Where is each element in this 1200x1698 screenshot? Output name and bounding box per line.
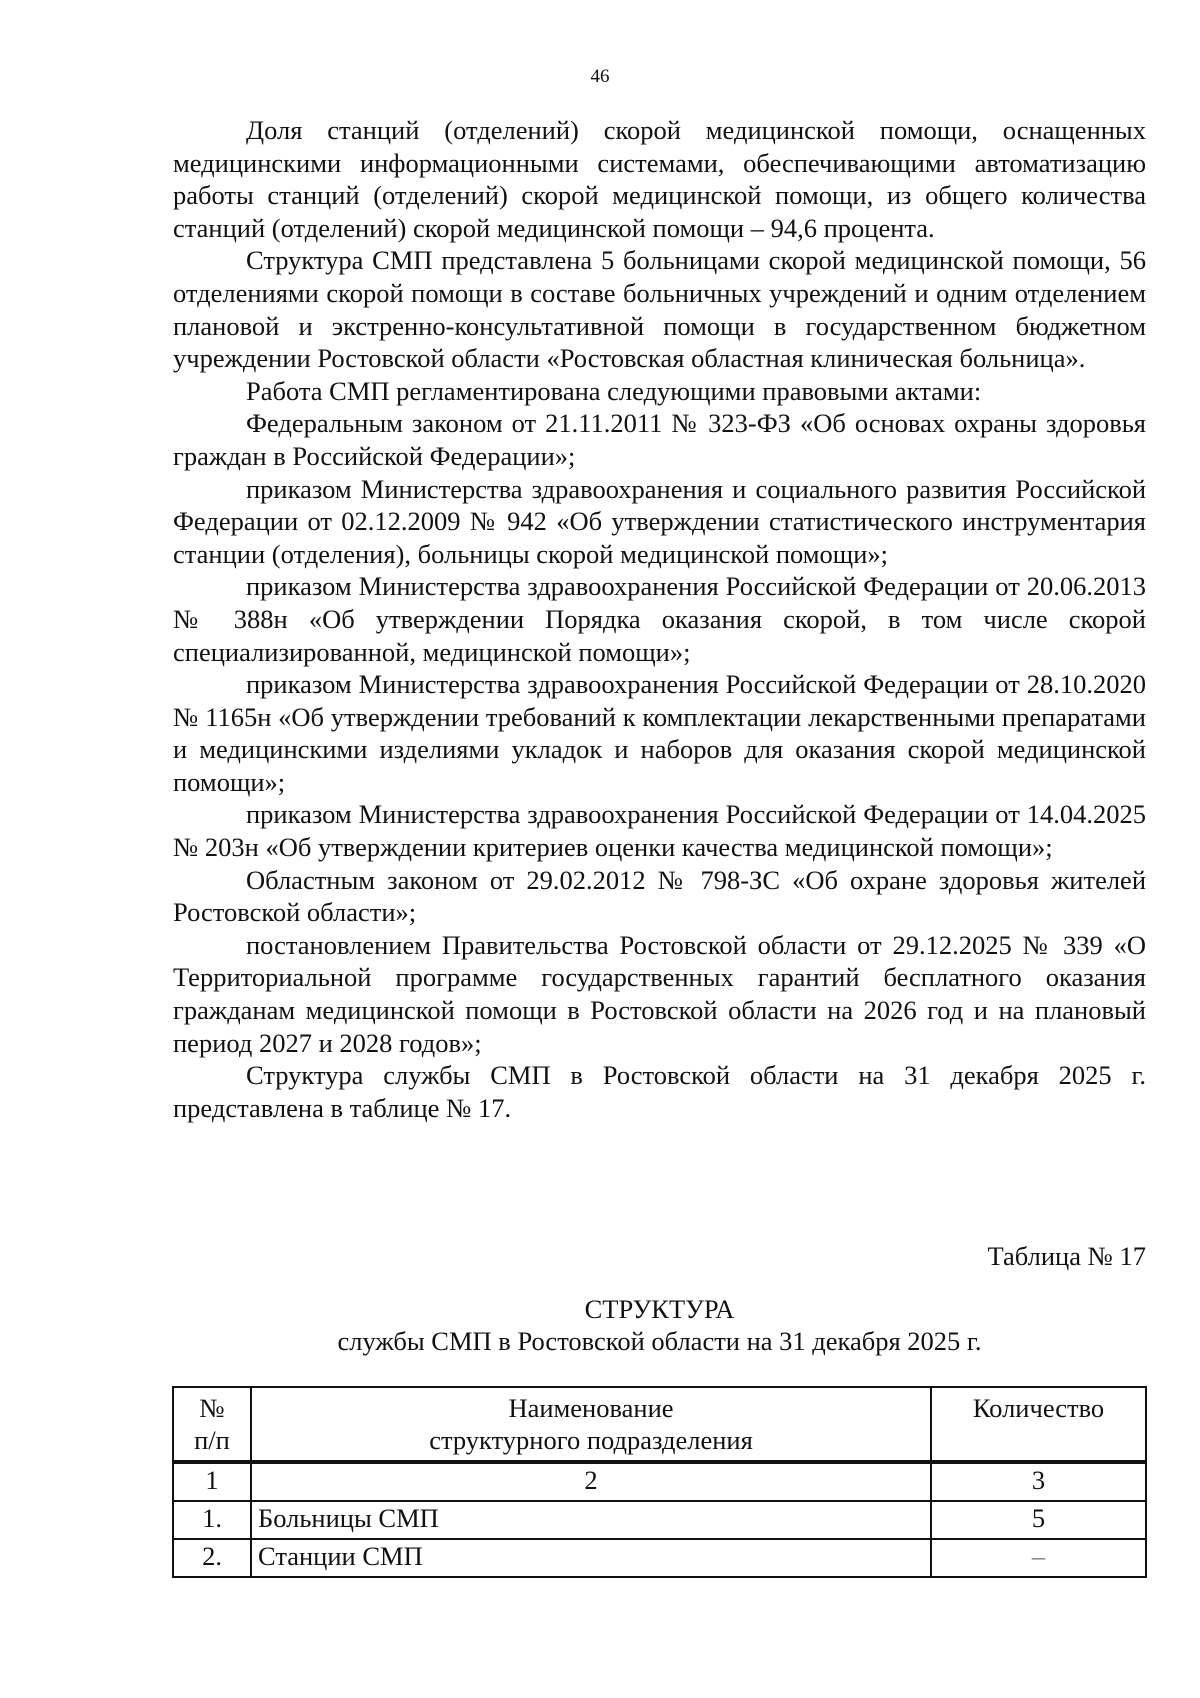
table-column-numbers-row xyxy=(173,1462,1146,1501)
paragraph-order-1165n: приказом Министерства здравоохранения Российской Федерации от 28.10.2020 № 1165н «Об утверждении требований к комплектации лекарственными препаратами и медицинскими изделиями укладок и наборов для оказания скорой медицинской помощи»; xyxy=(173,669,1146,797)
table-heading xyxy=(173,1293,1146,1357)
column-number-cell: 3 xyxy=(931,1462,1146,1501)
table-row xyxy=(173,1501,1146,1539)
table-label: Таблица № 17 xyxy=(987,1241,1146,1271)
table-subtitle: службы СМП в Ростовской области на 31 декабря 2025 г. xyxy=(337,1326,982,1356)
page-number: 46 xyxy=(590,66,610,87)
structure-table xyxy=(172,1386,1147,1578)
table-header-row xyxy=(173,1387,1146,1462)
paragraph-ems-stations-share: Доля станций (отделений) скорой медицинской помощи, оснащенных медицинскими информационными системами, обеспечивающими автоматизацию работы станций (отделений) скорой медицинской помощи, из общего количества станций (отделений) скорой медицинской помощи – 94,6 процента. xyxy=(173,115,1146,243)
header-cell-num: № п/п xyxy=(173,1387,251,1462)
paragraph-table-reference: Структура службы СМП в Ростовской области на 31 декабря 2025 г. представлена в таблице № 17. xyxy=(173,1060,1146,1123)
paragraph-ems-structure: Структура СМП представлена 5 больницами скорой медицинской помощи, 56 отделениями скорой помощи в составе больничных учреждений и одним отделением плановой и экстренно-консультативной помощи в государственном бюджетном учреждении Ростовской области «Ростовская областная клиническая больница». xyxy=(173,245,1146,374)
column-number-cell: 2 xyxy=(251,1462,931,1501)
paragraph-order-388n: приказом Министерства здравоохранения Российской Федерации от 20.06.2013 № 388н «Об утверждении Порядка оказания скорой, в том числе скорой специализированной, медицинской помощи»; xyxy=(173,571,1146,667)
paragraph-legal-acts-intro: Работа СМП регламентирована следующими правовыми актами: xyxy=(246,375,982,406)
header-cell-qty: Количество xyxy=(931,1387,1146,1462)
row-name-cell: Станции СМП xyxy=(251,1539,931,1577)
paragraph-resolution-339: постановлением Правительства Ростовской области от 29.12.2025 № 339 «О Территориальной программе государственных гарантий бесплатного оказания гражданам медицинской помощи в Ростовской области на 2026 год и на плановый период 2027 и 2028 годов»; xyxy=(173,929,1146,1058)
row-qty-cell: – xyxy=(931,1539,1146,1577)
row-qty-cell: 5 xyxy=(931,1501,1146,1539)
row-num-cell: 1. xyxy=(173,1501,251,1539)
row-name-cell: Больницы СМП xyxy=(251,1501,931,1539)
paragraph-order-942: приказом Министерства здравоохранения и социального развития Российской Федерации от 02.12.2009 № 942 «Об утверждении статистического инструментария станции (отделения), больницы скорой медицинской помощи»; xyxy=(173,473,1146,569)
column-number-cell: 1 xyxy=(173,1462,251,1501)
paragraph-regional-law-798: Областным законом от 29.02.2012 № 798-ЗС «Об охране здоровья жителей Ростовской области»; xyxy=(173,864,1146,928)
paragraph-federal-law-323: Федеральным законом от 21.11.2011 № 323-ФЗ «Об основах охраны здоровья граждан в Российской Федерации»; xyxy=(173,408,1146,471)
header-cell-name: Наименование структурного подразделения xyxy=(251,1387,931,1462)
table-row xyxy=(173,1539,1146,1577)
row-num-cell: 2. xyxy=(173,1539,251,1577)
table-title: СТРУКТУРА xyxy=(584,1294,735,1324)
paragraph-order-203n: приказом Министерства здравоохранения Российской Федерации от 14.04.2025 № 203н «Об утверждении критериев оценки качества медицинской помощи»; xyxy=(173,799,1146,863)
document-body xyxy=(173,114,1146,1124)
